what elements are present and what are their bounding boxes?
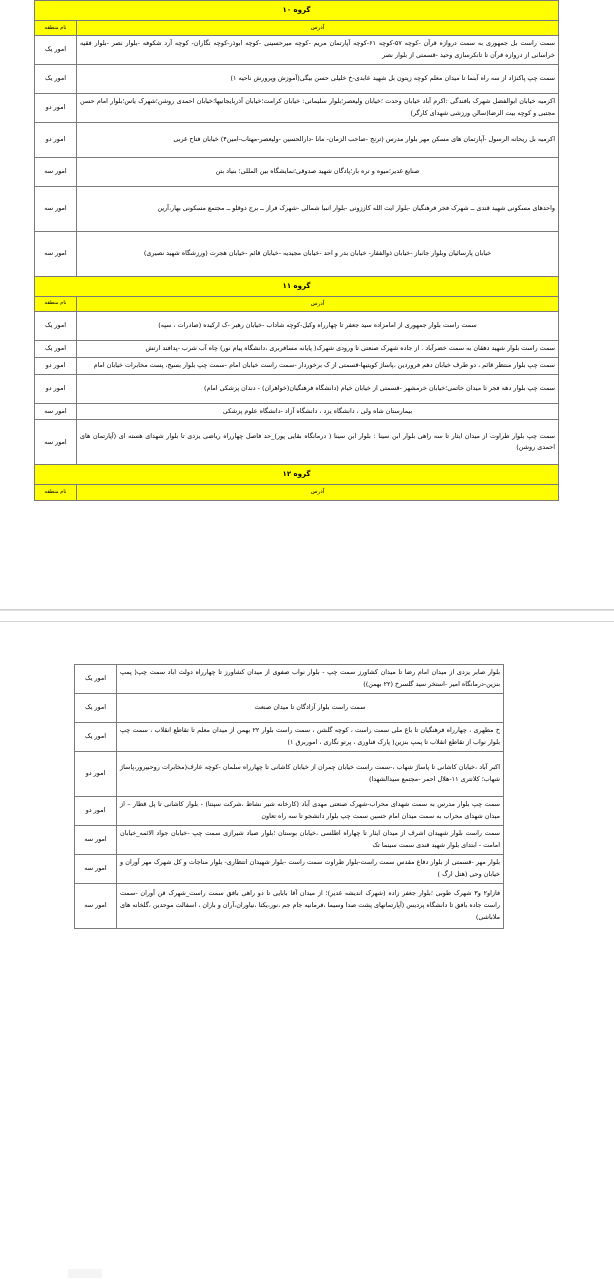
column-header-row [35, 485, 559, 500]
table-row [35, 36, 559, 65]
table-row [35, 403, 559, 420]
header-amor: نام منطقه [35, 296, 77, 311]
table-row [75, 665, 504, 694]
header-address: آدرس [77, 485, 559, 500]
header-amor: نام منطقه [35, 485, 77, 500]
table-row [35, 64, 559, 93]
amor-cell: امور دو [35, 122, 77, 157]
table-row [35, 122, 559, 157]
table-row [75, 825, 504, 854]
header-address: آدرس [77, 296, 559, 311]
address-cell: سمت چپ بلوار طراوت از میدان ایثار تا سه راهی بلوار ابن سینا : بلوار ابن سینا ( درمانگاه بقایی پور)_حد فاصل چهارراه ریاضی یزدی تا بلوار شهدای هسته ای (آپارتمان های احمدی روشن) [77, 420, 559, 465]
address-cell: سمت راست بلوار شهیدان اشرف از میدان ایثار تا چهاراه اطلسی ،خیابان بوستان ؛بلوار صیاد شیرازی سمت چپ -خیابان جواد الائمه_خیابان امامت - ابتدای بلوار شهید قندی سمت سینما تک [117, 825, 504, 854]
group-title: گروه ۱۰ [35, 1, 559, 21]
group-banner-row [35, 465, 559, 485]
table-row [75, 723, 504, 752]
amor-cell: امور یک [35, 340, 77, 357]
amor-cell: امور یک [75, 694, 117, 723]
group-banner-row [35, 1, 559, 21]
address-cell: بلوار مهر -قسمتی از بلوار دفاع مقدس سمت راست-بلوار طراوت سمت راست -بلوار شهیدان انتظاری- بلوار مناجات و کل شهرک مهر آوران و خیابان وحی (هتل ارگ ) [117, 854, 504, 883]
address-cell: بیمارستان شاه ولی ، دانشگاه یزد ، دانشگاه آزاد -دانشگاه علوم پزشکی [77, 403, 559, 420]
address-cell: سمت چپ بلوار دهه فجر تا میدان خاتمی؛خیابان خرمشهر -قسمتی از خیابان خیام (دانشگاه فرهنگیان(خواهران) - دندان پزشکی امام) [77, 374, 559, 403]
address-cell: بلوار صابر یزدی از میدان امام رضا تا میدان کشاورز سمت چپ - بلوار نواب صفوی از میدان کشاورز تا چهارراه دولت اباد سمت چپ( پمپ بنزین-درمانگاه امیر -استخر سید گلسرخ (۲۲ بهمن)) [117, 665, 504, 694]
amor-cell: امور سه [35, 186, 77, 231]
header-address: آدرس [77, 20, 559, 35]
table-row [35, 157, 559, 186]
amor-cell: امور یک [75, 723, 117, 752]
address-cell: سمت راست بلوار جمهوری از امامزاده سید جعفر تا چهارراه وکیل-کوچه شاداب -خیابان رهبر -ک ارکیده (صادرات ، سپه) [77, 311, 559, 340]
amor-cell: امور یک [75, 665, 117, 694]
table-row [75, 694, 504, 723]
table-row [35, 374, 559, 403]
address-cell: سمت چپ بلوار مدرس به سمت شهدای محراب-شهرک صنعتی مهدی آباد (کارخانه شیر نشاط ،شرکت سپنتا) - بلوار کاشانی تا پل قطار – از میدان شهدای محراب به سمت میدان امام حسین سمت چپ بلوار دانشجو تا سه راه تعاون [117, 796, 504, 825]
amor-cell: امور دو [35, 374, 77, 403]
page-separator [0, 610, 614, 622]
table-row [35, 93, 559, 122]
header-amor: نام منطقه [35, 20, 77, 35]
address-cell: اکرمیه خیابان ابوالفضل شهرک بافندگی :اکرم آباد خیابان وحدت ؛خیابان ولیعصر؛بلوار سلیمانی: خیابان کرامت؛خیابان آذربایجانیها؛خیابان احمدی روشن؛شهرک یاس؛بلوار امام حسن مجتبی و کوچه بیت الرضا(سالن ورزشی شهدای کارگر) [77, 93, 559, 122]
table-row [75, 854, 504, 883]
table-row [75, 751, 504, 796]
address-cell: سمت راست بل جمهوری به سمت دروازه قرآن -کوچه ۵۷-کوچه ۶۱-کوچه آپارتمان مریم -کوچه میرحسینی -کوچه ابوذر-کوچه نگاران- کوچه آرد شکوفه -بلوار نصر -بلوار فقیه خراسانی از دروازه قرآن تا تانکرسازی وحید -قسمتی از بلوار نصر [77, 36, 559, 65]
amor-cell: امور یک [35, 311, 77, 340]
address-cell: سمت راست بلوار آزادگان تا میدان صنعت [117, 694, 504, 723]
amor-cell: امور یک [35, 64, 77, 93]
address-cell: سمت چپ بلوار منتظر قائم ، دو طرف خیابان دهم فروردین ،پاساژ کویتیها-قسمتی از ک برخوردار -سمت راست خیابان امام -سمت چپ بلوار بسیج، پست مخابرات خیابان امام [77, 357, 559, 374]
table-row [75, 883, 504, 928]
amor-cell: امور دو [35, 357, 77, 374]
table-row [35, 186, 559, 231]
group-title: گروه ۱۱ [35, 276, 559, 296]
amor-cell: امور سه [35, 403, 77, 420]
table-row [35, 231, 559, 276]
address-cell: واحدهای مسکونی شهید قندی ــ شهرک فجر فرهنگیان -بلوار ایت الله کاززونی -بلوار انبیا شمالی -شهرک فراز ــ برج دوقلو ــ مجتمع مسکونی بهار،آرین [77, 186, 559, 231]
address-cell: اکرمیه بل ریحانه الرسول -آپارتمان های مسکن مهر بلوار مدرس (ترنج -صاحب الزمان- مانا -دارالحسین -ولیعصر-مهتاب-امین۴) خیابان فتاح غربی [77, 122, 559, 157]
column-header-row [35, 20, 559, 35]
document-page-1 [0, 0, 614, 610]
amor-cell: امور دو [35, 93, 77, 122]
amor-cell: امور سه [35, 420, 77, 465]
page-footer-artifact [68, 1269, 102, 1278]
amor-cell: امور سه [35, 157, 77, 186]
address-cell: سمت چپ پاکنژاد از سه راه آبنما تا میدان معلم کوچه زیتون بل شهید عابدی-خ خلیلی حسن بیگی(آموزش وپرورش ناحیه ۱) [77, 64, 559, 93]
document-page-2 [0, 622, 614, 1282]
address-cell: خیابان پارسائیان وبلوار جانباز -خیابان ذوالفقار- خیابان بدر و احد -خیابان مجیدیه -خیابان قائم -خیابان هجرت (ورزشگاه شهید نصیری) [77, 231, 559, 276]
table-row [75, 796, 504, 825]
address-table-page-2 [74, 664, 504, 929]
column-header-row [35, 296, 559, 311]
amor-cell: امور دو [75, 796, 117, 825]
address-table-page-1 [34, 0, 559, 501]
table-row [35, 357, 559, 374]
amor-cell: امور دو [75, 751, 117, 796]
group-title: گروه ۱۲ [35, 465, 559, 485]
amor-cell: امور یک [35, 36, 77, 65]
amor-cell: امور سه [35, 231, 77, 276]
amor-cell: امور سه [75, 825, 117, 854]
address-cell: خ مطهری ، چهارراه فرهنگیان تا باغ ملی سمت راست ، کوچه گلشن ، سمت راست بلوار ۲۲ بهمن از میدان معلم تا تقاطع انقلاب ، سمت چپ بلوار نواب از تقاطع انقلاب تا پمپ بنزین( پارک فناوری ، پرتو نگاری ، اموربرق ۱) [117, 723, 504, 752]
address-cell: فازاو۲ و۳ شهرک طوبی ؛بلوار جعفر زاده (شهرک اندیشه غدیر)؛ از میدان آقا بابایی تا دو راهی بافق سمت راست_شهرک فن آوران -سمت راست جاده بافق تا دانشگاه پردیس (آپارتمانهای پشت صدا وسیما ،فرمانیه جام جم ،نور،یکتا ،نیاوران،آران و باران ، اسفالت موحدین ،گلخانه های ملاباشی) [117, 883, 504, 928]
amor-cell: امور سه [75, 854, 117, 883]
table-row [35, 311, 559, 340]
address-cell: سمت راست بلوار شهید دهقان به سمت خضرآباد . از جاده شهرک صنعتی تا ورودی شهرک( پایانه مسافربری ،دانشگاه پیام نور) چاه آب شرب -پدافند ارتش [77, 340, 559, 357]
address-cell: صنایع غدیر؛میوه و تره بار؛پادگان شهید صدوقی؛نمایشگاه بین المللی؛ بنیاد بتن [77, 157, 559, 186]
address-cell: اکبر آباد ،خیابان کاشانی تا پاساژ شهاب ،-سمت راست خیابان چمران از خیابان کاشانی تا چهارراه سلمان -کوچه عارف(مخابرات روحبپرور،پاساژ شهاب؛ کلانتری ۱۱-هلال احمر -مجتمع سیدالشهدا) [117, 751, 504, 796]
group-banner-row [35, 276, 559, 296]
table-row [35, 420, 559, 465]
amor-cell: امور سه [75, 883, 117, 928]
table-row [35, 340, 559, 357]
